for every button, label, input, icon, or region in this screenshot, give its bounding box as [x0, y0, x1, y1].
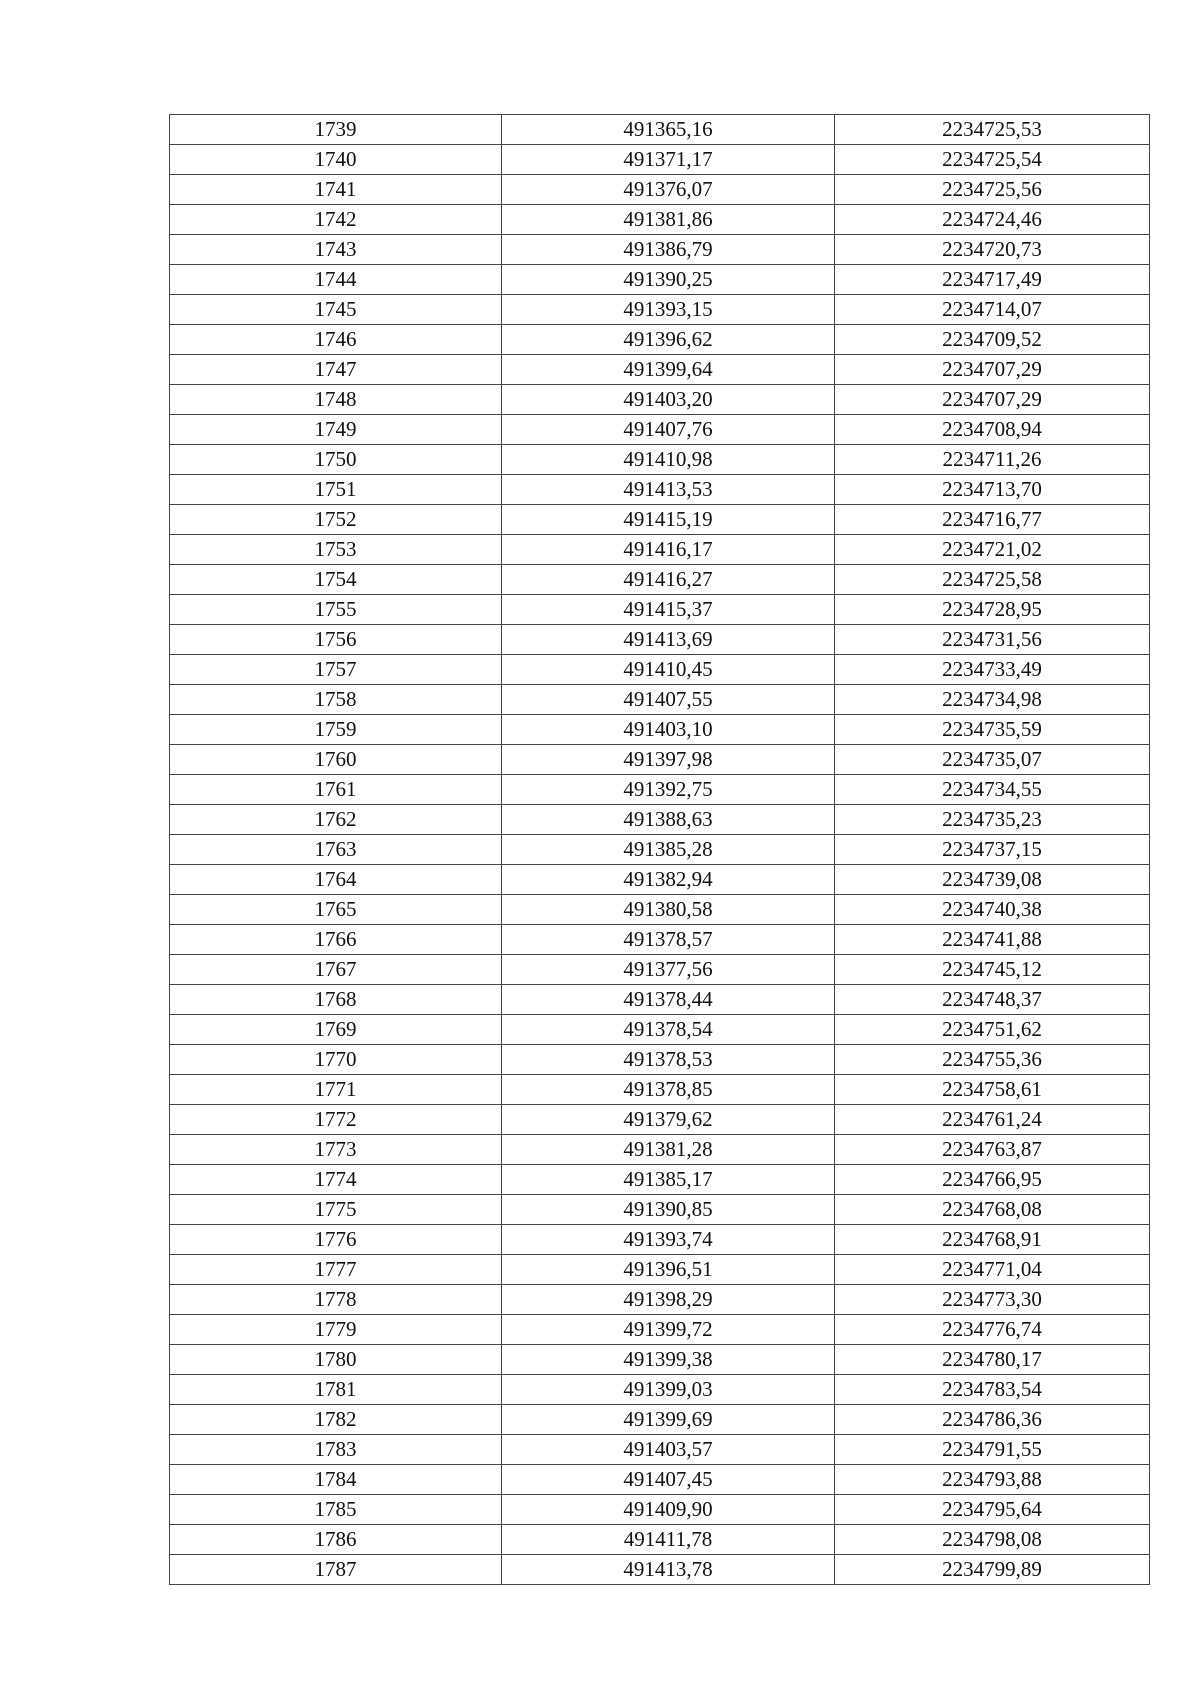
- point-number-cell: 1749: [170, 415, 502, 445]
- x-coordinate-cell: 491416,27: [502, 565, 835, 595]
- table-row: [170, 1375, 1150, 1405]
- x-coordinate-cell: 491413,78: [502, 1555, 835, 1585]
- point-number-cell: 1748: [170, 385, 502, 415]
- x-coordinate-cell: 491393,15: [502, 295, 835, 325]
- point-number-cell: 1747: [170, 355, 502, 385]
- x-coordinate-cell: 491392,75: [502, 775, 835, 805]
- x-coordinate-cell: 491365,16: [502, 115, 835, 145]
- point-number-cell: 1759: [170, 715, 502, 745]
- table-row: [170, 1165, 1150, 1195]
- x-coordinate-cell: 491399,69: [502, 1405, 835, 1435]
- table-row: [170, 1045, 1150, 1075]
- table-row: [170, 895, 1150, 925]
- x-coordinate-cell: 491378,53: [502, 1045, 835, 1075]
- point-number-cell: 1761: [170, 775, 502, 805]
- point-number-cell: 1739: [170, 115, 502, 145]
- x-coordinate-cell: 491416,17: [502, 535, 835, 565]
- x-coordinate-cell: 491378,54: [502, 1015, 835, 1045]
- x-coordinate-cell: 491393,74: [502, 1225, 835, 1255]
- table-row: [170, 1555, 1150, 1585]
- x-coordinate-cell: 491403,10: [502, 715, 835, 745]
- x-coordinate-cell: 491390,85: [502, 1195, 835, 1225]
- point-number-cell: 1781: [170, 1375, 502, 1405]
- y-coordinate-cell: 2234734,98: [835, 685, 1150, 715]
- y-coordinate-cell: 2234713,70: [835, 475, 1150, 505]
- point-number-cell: 1750: [170, 445, 502, 475]
- y-coordinate-cell: 2234708,94: [835, 415, 1150, 445]
- point-number-cell: 1773: [170, 1135, 502, 1165]
- y-coordinate-cell: 2234748,37: [835, 985, 1150, 1015]
- y-coordinate-cell: 2234751,62: [835, 1015, 1150, 1045]
- point-number-cell: 1782: [170, 1405, 502, 1435]
- point-number-cell: 1746: [170, 325, 502, 355]
- point-number-cell: 1766: [170, 925, 502, 955]
- table-row: [170, 1255, 1150, 1285]
- y-coordinate-cell: 2234721,02: [835, 535, 1150, 565]
- point-number-cell: 1760: [170, 745, 502, 775]
- point-number-cell: 1787: [170, 1555, 502, 1585]
- y-coordinate-cell: 2234720,73: [835, 235, 1150, 265]
- y-coordinate-cell: 2234724,46: [835, 205, 1150, 235]
- y-coordinate-cell: 2234780,17: [835, 1345, 1150, 1375]
- y-coordinate-cell: 2234733,49: [835, 655, 1150, 685]
- table-row: [170, 325, 1150, 355]
- table-row: [170, 715, 1150, 745]
- point-number-cell: 1764: [170, 865, 502, 895]
- y-coordinate-cell: 2234771,04: [835, 1255, 1150, 1285]
- table-row: [170, 625, 1150, 655]
- table-row: [170, 985, 1150, 1015]
- x-coordinate-cell: 491382,94: [502, 865, 835, 895]
- y-coordinate-cell: 2234725,53: [835, 115, 1150, 145]
- x-coordinate-cell: 491390,25: [502, 265, 835, 295]
- y-coordinate-cell: 2234798,08: [835, 1525, 1150, 1555]
- point-number-cell: 1785: [170, 1495, 502, 1525]
- y-coordinate-cell: 2234740,38: [835, 895, 1150, 925]
- x-coordinate-cell: 491410,45: [502, 655, 835, 685]
- point-number-cell: 1771: [170, 1075, 502, 1105]
- table-row: [170, 805, 1150, 835]
- point-number-cell: 1756: [170, 625, 502, 655]
- x-coordinate-cell: 491413,69: [502, 625, 835, 655]
- x-coordinate-cell: 491371,17: [502, 145, 835, 175]
- x-coordinate-cell: 491379,62: [502, 1105, 835, 1135]
- y-coordinate-cell: 2234773,30: [835, 1285, 1150, 1315]
- x-coordinate-cell: 491378,57: [502, 925, 835, 955]
- point-number-cell: 1763: [170, 835, 502, 865]
- point-number-cell: 1743: [170, 235, 502, 265]
- point-number-cell: 1755: [170, 595, 502, 625]
- x-coordinate-cell: 491399,38: [502, 1345, 835, 1375]
- x-coordinate-cell: 491396,51: [502, 1255, 835, 1285]
- table-row: [170, 775, 1150, 805]
- y-coordinate-cell: 2234783,54: [835, 1375, 1150, 1405]
- table-row: [170, 1345, 1150, 1375]
- table-row: [170, 865, 1150, 895]
- x-coordinate-cell: 491399,64: [502, 355, 835, 385]
- table-row: [170, 265, 1150, 295]
- x-coordinate-cell: 491415,37: [502, 595, 835, 625]
- table-row: [170, 1075, 1150, 1105]
- y-coordinate-cell: 2234714,07: [835, 295, 1150, 325]
- table-row: [170, 1465, 1150, 1495]
- x-coordinate-cell: 491385,28: [502, 835, 835, 865]
- coordinates-table: [169, 114, 1150, 1585]
- table-row: [170, 955, 1150, 985]
- y-coordinate-cell: 2234795,64: [835, 1495, 1150, 1525]
- y-coordinate-cell: 2234755,36: [835, 1045, 1150, 1075]
- y-coordinate-cell: 2234741,88: [835, 925, 1150, 955]
- y-coordinate-cell: 2234768,91: [835, 1225, 1150, 1255]
- y-coordinate-cell: 2234735,23: [835, 805, 1150, 835]
- y-coordinate-cell: 2234768,08: [835, 1195, 1150, 1225]
- point-number-cell: 1784: [170, 1465, 502, 1495]
- point-number-cell: 1765: [170, 895, 502, 925]
- x-coordinate-cell: 491376,07: [502, 175, 835, 205]
- point-number-cell: 1779: [170, 1315, 502, 1345]
- x-coordinate-cell: 491415,19: [502, 505, 835, 535]
- table-row: [170, 115, 1150, 145]
- x-coordinate-cell: 491403,20: [502, 385, 835, 415]
- point-number-cell: 1783: [170, 1435, 502, 1465]
- x-coordinate-cell: 491396,62: [502, 325, 835, 355]
- y-coordinate-cell: 2234791,55: [835, 1435, 1150, 1465]
- point-number-cell: 1742: [170, 205, 502, 235]
- table-row: [170, 1285, 1150, 1315]
- x-coordinate-cell: 491399,72: [502, 1315, 835, 1345]
- y-coordinate-cell: 2234717,49: [835, 265, 1150, 295]
- table-row: [170, 655, 1150, 685]
- x-coordinate-cell: 491388,63: [502, 805, 835, 835]
- point-number-cell: 1778: [170, 1285, 502, 1315]
- point-number-cell: 1752: [170, 505, 502, 535]
- table-row: [170, 145, 1150, 175]
- y-coordinate-cell: 2234799,89: [835, 1555, 1150, 1585]
- x-coordinate-cell: 491385,17: [502, 1165, 835, 1195]
- point-number-cell: 1775: [170, 1195, 502, 1225]
- table-row: [170, 685, 1150, 715]
- point-number-cell: 1762: [170, 805, 502, 835]
- y-coordinate-cell: 2234725,54: [835, 145, 1150, 175]
- table-row: [170, 235, 1150, 265]
- table-row: [170, 595, 1150, 625]
- table-row: [170, 745, 1150, 775]
- x-coordinate-cell: 491409,90: [502, 1495, 835, 1525]
- y-coordinate-cell: 2234709,52: [835, 325, 1150, 355]
- y-coordinate-cell: 2234735,59: [835, 715, 1150, 745]
- x-coordinate-cell: 491397,98: [502, 745, 835, 775]
- x-coordinate-cell: 491386,79: [502, 235, 835, 265]
- point-number-cell: 1753: [170, 535, 502, 565]
- y-coordinate-cell: 2234734,55: [835, 775, 1150, 805]
- y-coordinate-cell: 2234793,88: [835, 1465, 1150, 1495]
- y-coordinate-cell: 2234716,77: [835, 505, 1150, 535]
- table-row: [170, 175, 1150, 205]
- table-row: [170, 1135, 1150, 1165]
- point-number-cell: 1740: [170, 145, 502, 175]
- table-row: [170, 1015, 1150, 1045]
- table-row: [170, 1225, 1150, 1255]
- point-number-cell: 1754: [170, 565, 502, 595]
- x-coordinate-cell: 491403,57: [502, 1435, 835, 1465]
- table-row: [170, 1525, 1150, 1555]
- table-row: [170, 205, 1150, 235]
- point-number-cell: 1751: [170, 475, 502, 505]
- x-coordinate-cell: 491398,29: [502, 1285, 835, 1315]
- point-number-cell: 1776: [170, 1225, 502, 1255]
- table-row: [170, 1405, 1150, 1435]
- x-coordinate-cell: 491407,45: [502, 1465, 835, 1495]
- x-coordinate-cell: 491380,58: [502, 895, 835, 925]
- y-coordinate-cell: 2234735,07: [835, 745, 1150, 775]
- point-number-cell: 1741: [170, 175, 502, 205]
- y-coordinate-cell: 2234758,61: [835, 1075, 1150, 1105]
- y-coordinate-cell: 2234766,95: [835, 1165, 1150, 1195]
- y-coordinate-cell: 2234763,87: [835, 1135, 1150, 1165]
- point-number-cell: 1770: [170, 1045, 502, 1075]
- y-coordinate-cell: 2234707,29: [835, 385, 1150, 415]
- x-coordinate-cell: 491411,78: [502, 1525, 835, 1555]
- table-row: [170, 415, 1150, 445]
- table-row: [170, 445, 1150, 475]
- table-row: [170, 1195, 1150, 1225]
- y-coordinate-cell: 2234776,74: [835, 1315, 1150, 1345]
- y-coordinate-cell: 2234739,08: [835, 865, 1150, 895]
- y-coordinate-cell: 2234737,15: [835, 835, 1150, 865]
- table-row: [170, 505, 1150, 535]
- point-number-cell: 1777: [170, 1255, 502, 1285]
- point-number-cell: 1786: [170, 1525, 502, 1555]
- point-number-cell: 1769: [170, 1015, 502, 1045]
- table-row: [170, 1435, 1150, 1465]
- x-coordinate-cell: 491378,85: [502, 1075, 835, 1105]
- x-coordinate-cell: 491378,44: [502, 985, 835, 1015]
- y-coordinate-cell: 2234711,26: [835, 445, 1150, 475]
- point-number-cell: 1767: [170, 955, 502, 985]
- x-coordinate-cell: 491413,53: [502, 475, 835, 505]
- x-coordinate-cell: 491407,55: [502, 685, 835, 715]
- y-coordinate-cell: 2234761,24: [835, 1105, 1150, 1135]
- y-coordinate-cell: 2234728,95: [835, 595, 1150, 625]
- y-coordinate-cell: 2234707,29: [835, 355, 1150, 385]
- table-row: [170, 535, 1150, 565]
- point-number-cell: 1745: [170, 295, 502, 325]
- point-number-cell: 1768: [170, 985, 502, 1015]
- table-row: [170, 835, 1150, 865]
- table-row: [170, 1105, 1150, 1135]
- table-row: [170, 1315, 1150, 1345]
- x-coordinate-cell: 491399,03: [502, 1375, 835, 1405]
- table-row: [170, 475, 1150, 505]
- x-coordinate-cell: 491407,76: [502, 415, 835, 445]
- point-number-cell: 1757: [170, 655, 502, 685]
- x-coordinate-cell: 491410,98: [502, 445, 835, 475]
- coordinates-table-body: [170, 115, 1150, 1585]
- point-number-cell: 1772: [170, 1105, 502, 1135]
- table-row: [170, 1495, 1150, 1525]
- point-number-cell: 1744: [170, 265, 502, 295]
- point-number-cell: 1774: [170, 1165, 502, 1195]
- y-coordinate-cell: 2234786,36: [835, 1405, 1150, 1435]
- y-coordinate-cell: 2234745,12: [835, 955, 1150, 985]
- point-number-cell: 1758: [170, 685, 502, 715]
- table-row: [170, 565, 1150, 595]
- x-coordinate-cell: 491377,56: [502, 955, 835, 985]
- table-row: [170, 925, 1150, 955]
- x-coordinate-cell: 491381,28: [502, 1135, 835, 1165]
- table-row: [170, 385, 1150, 415]
- table-row: [170, 355, 1150, 385]
- y-coordinate-cell: 2234731,56: [835, 625, 1150, 655]
- y-coordinate-cell: 2234725,58: [835, 565, 1150, 595]
- y-coordinate-cell: 2234725,56: [835, 175, 1150, 205]
- point-number-cell: 1780: [170, 1345, 502, 1375]
- table-row: [170, 295, 1150, 325]
- x-coordinate-cell: 491381,86: [502, 205, 835, 235]
